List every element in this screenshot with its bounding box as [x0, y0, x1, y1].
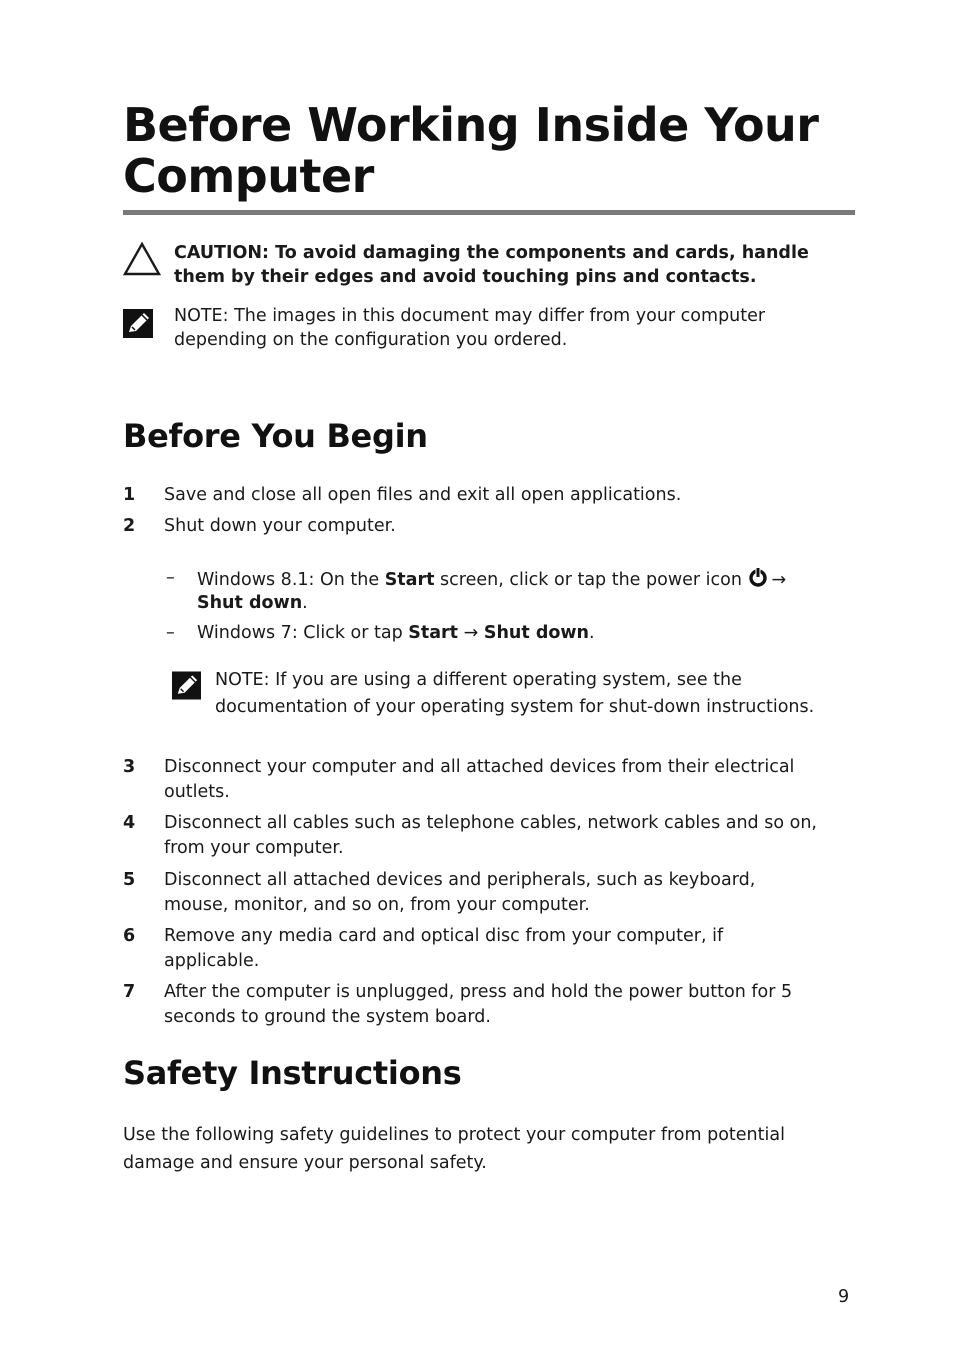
note-text: [215, 667, 815, 721]
section-heading-safety-instructions: Safety Instructions: [123, 1054, 462, 1092]
step-number: 6: [123, 926, 136, 946]
sub-item-mid: screen, click or tap the power icon: [434, 570, 748, 590]
sub-item-post: .: [302, 593, 308, 613]
step-text: Disconnect all attached devices and peripherals, such as keyboard, mouse, monitor, and so on, from your computer.: [164, 870, 756, 915]
sub-item-pre: Windows 8.1: On the: [197, 570, 385, 590]
step-number: 4: [123, 813, 136, 833]
sub-item-dash: –: [166, 568, 175, 588]
sub-item-pre: Windows 7: Click or tap: [197, 623, 409, 643]
note-label: NOTE:: [174, 306, 229, 326]
sub-item-windows-8: [197, 567, 847, 615]
step-number: 1: [123, 485, 136, 505]
step-number: 7: [123, 982, 136, 1002]
safety-paragraph: Use the following safety guidelines to protect your computer from potential damage and ensure your personal safety.: [123, 1125, 785, 1173]
caution-text: CAUTION: To avoid damaging the components and cards, handle them by their edges and avoid touching pins and contacts.: [174, 243, 809, 287]
sub-item-windows-7: [197, 622, 847, 645]
note-pencil-icon: [123, 309, 153, 338]
sub-item-dash: –: [166, 623, 175, 643]
step-text: Disconnect all cables such as telephone cables, network cables and so on, from your computer.: [164, 813, 817, 858]
shut-down-label: Shut down: [483, 623, 589, 643]
page-title: Before Working Inside Your Computer: [123, 98, 819, 203]
note-body: If you are using a different operating system, see the documentation of your operating system for shut-down instructions.: [215, 670, 815, 717]
shut-down-label: Shut down: [197, 593, 303, 613]
power-icon: [748, 567, 768, 587]
warning-triangle-icon: [123, 242, 161, 276]
arrow: →: [771, 570, 787, 590]
title-underline: [123, 210, 855, 215]
page-number: 9: [838, 1287, 850, 1307]
step-text: Save and close all open files and exit all open applications.: [164, 485, 682, 505]
note-text: [174, 304, 834, 352]
step-text: Disconnect your computer and all attached devices from their electrical outlets.: [164, 757, 795, 802]
step-number: 5: [123, 870, 136, 890]
note-label: NOTE:: [215, 670, 270, 690]
start-label: Start: [408, 623, 459, 643]
start-label: Start: [384, 570, 435, 590]
note-body: The images in this document may differ from your computer depending on the configuration you ordered.: [174, 306, 766, 350]
step-text: Remove any media card and optical disc from your computer, if applicable.: [164, 926, 724, 971]
sub-item-post: .: [589, 623, 595, 643]
section-heading-before-you-begin: Before You Begin: [123, 417, 428, 455]
note-pencil-icon: [172, 671, 201, 700]
sub-item-mid: →: [458, 623, 484, 643]
step-text: After the computer is unplugged, press and hold the power button for 5 seconds to ground the system board.: [164, 982, 793, 1027]
step-number: 3: [123, 757, 136, 777]
step-text: Shut down your computer.: [164, 516, 396, 536]
step-number: 2: [123, 516, 136, 536]
